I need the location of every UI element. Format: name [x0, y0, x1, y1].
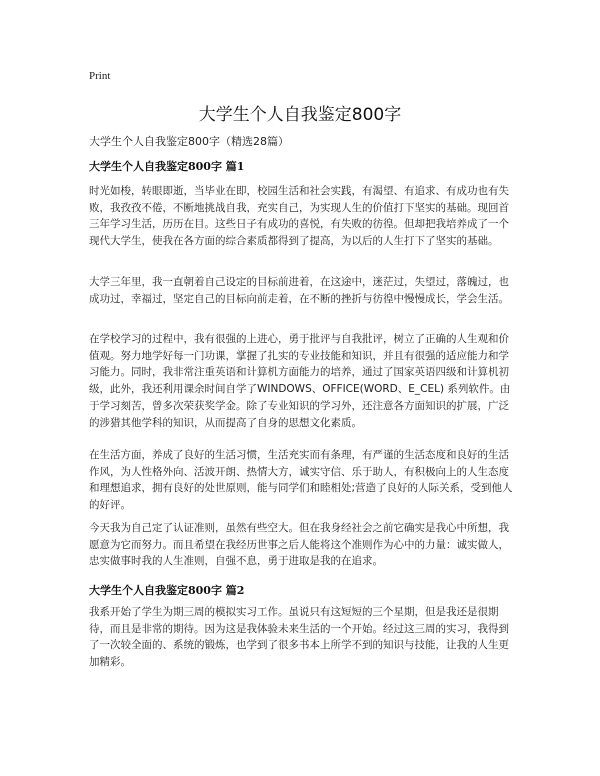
section-heading-2: 大学生个人自我鉴定800字 篇2 — [89, 584, 245, 597]
section-1-paragraph-5: 今天我为自己定了认证准则，虽然有些空大。但在我身经社会之前它确实是我心中所想，我愿意为它而努力。而且希望在我经历世事之后人能将这个准则作为心中的力量：诚实做人，忠实做事时我的人生准则，自强不息，勇于进取是我的在追求。 — [89, 522, 509, 568]
document-subtitle: 大学生个人自我鉴定800字（精选28篇） — [89, 135, 289, 148]
page-title: 大学生个人自我鉴定800字 — [198, 105, 402, 125]
section-2-paragraph-1: 我系开始了学生为期三周的模拟实习工作。虽说只有这短短的三个星期，但是我还是很期待，而且是非常的期待。因为这是我体验未来生活的一个开始。经过这三周的实习，我得到了一次较全面的、系统的锻炼，也学到了很多书本上所学不到的知识与技能，让我的人生更加精彩。 — [89, 606, 509, 669]
section-1-paragraph-1: 时光如梭，转眼即逝，当毕业在即，校园生活和社会实践，有渴望、有追求、有成功也有失败，我孜孜不倦，不断地挑战自我，充实自己，为实现人生的价值打下坚实的基础。现回首三年学习生活，历历在目。这些日子有成功的喜悦，有失败的彷徨。但却把我培养成了一个现代大学生，使我在各方面的综合素质都得到了提高，为以后的人生打下了坚实的基础。 — [89, 185, 509, 248]
section-1-paragraph-3: 在学校学习的过程中，我有很强的上进心，勇于批评与自我批评，树立了正确的人生观和价值观。努力地学好每一门功课，掌握了扎实的专业技能和知识，并且有很强的适应能力和学习能力。同时，我非常注重英语和计算机方面能力的培养，通过了国家英语四级和计算机初级，此外，我还利用课余时间自学了WINDOWS、OFFICE(WORD、E_CEL) 系列软件。由于学习刻苦，曾多次荣获奖学金。除了专业知识的学习外，还注意各方面知识的扩展，广泛的涉猎其他学科的知识，从而提高了自身的思想文化素质。 — [89, 333, 511, 429]
print-link[interactable]: Print — [89, 70, 111, 82]
section-1-paragraph-4: 在生活方面，养成了良好的生活习惯，生活充实而有条理，有严谨的生活态度和良好的生活作风，为人性格外向、活波开朗、热情大方，诚实守信、乐于助人，有积极向上的人生态度和理想追求，拥有良好的处世原则，能与同学们和睦相处;营造了良好的人际关系，受到他人的好评。 — [89, 449, 513, 512]
section-heading-1: 大学生个人自我鉴定800字 篇1 — [89, 160, 245, 173]
section-1-paragraph-2: 大学三年里，我一直朝着自己设定的目标前进着，在这途中，迷茫过，失望过，落魄过，也成功过，幸福过，坚定自己的目标向前走着，在不断的挫折与彷徨中慢慢成长，学会生活。 — [89, 276, 509, 305]
